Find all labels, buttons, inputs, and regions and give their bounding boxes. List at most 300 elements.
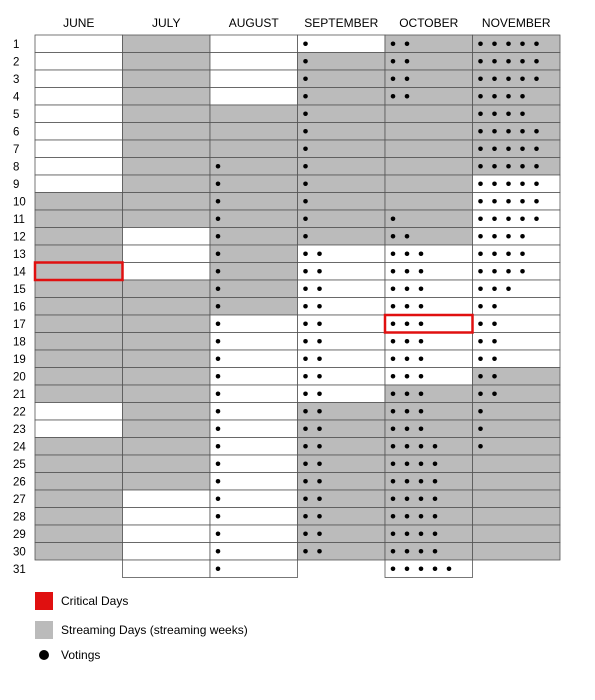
voting-dot — [216, 391, 221, 396]
day-cell — [298, 420, 386, 438]
day-cell — [210, 508, 298, 526]
day-label: 6 — [13, 126, 20, 139]
voting-dot — [391, 59, 396, 64]
voting-dot — [303, 339, 308, 344]
voting-dot — [433, 549, 438, 554]
day-cell — [210, 298, 298, 316]
voting-dot — [478, 41, 483, 46]
day-label: 12 — [13, 231, 26, 244]
voting-dot — [405, 356, 410, 361]
voting-dot — [405, 269, 410, 274]
day-cell — [35, 350, 123, 368]
voting-dot — [419, 409, 424, 414]
voting-dot — [506, 199, 511, 204]
day-cell — [473, 88, 561, 106]
voting-dot — [534, 129, 539, 134]
day-cell — [298, 123, 386, 141]
voting-dot — [534, 181, 539, 186]
voting-dot — [506, 41, 511, 46]
voting-dot — [520, 164, 525, 169]
day-label: 30 — [13, 546, 26, 559]
voting-dot — [520, 41, 525, 46]
voting-dot — [405, 76, 410, 81]
day-cell — [123, 473, 211, 491]
day-cell — [210, 473, 298, 491]
voting-dot — [303, 409, 308, 414]
voting-dot — [419, 479, 424, 484]
voting-dot — [492, 216, 497, 221]
voting-dot — [317, 531, 322, 536]
day-cell — [473, 473, 561, 491]
voting-dot — [216, 304, 221, 309]
day-cell — [210, 280, 298, 298]
voting-dot — [405, 514, 410, 519]
voting-dot — [216, 339, 221, 344]
day-cell — [385, 333, 473, 351]
day-cell — [298, 263, 386, 281]
voting-dot — [478, 444, 483, 449]
voting-dot — [391, 94, 396, 99]
day-cell — [123, 333, 211, 351]
voting-dot — [303, 426, 308, 431]
day-cell — [35, 438, 123, 456]
voting-dot — [492, 199, 497, 204]
day-cell — [35, 385, 123, 403]
voting-dot — [303, 181, 308, 186]
day-cell — [210, 350, 298, 368]
day-cell — [298, 455, 386, 473]
day-label: 16 — [13, 301, 26, 314]
day-cell — [385, 315, 473, 333]
voting-dot — [303, 269, 308, 274]
voting-dot — [405, 566, 410, 571]
day-cell — [473, 455, 561, 473]
voting-dot — [405, 251, 410, 256]
voting-dot — [405, 426, 410, 431]
day-cell — [385, 35, 473, 53]
day-cell — [385, 245, 473, 263]
voting-dot — [391, 234, 396, 239]
voting-dot — [391, 444, 396, 449]
voting-dot — [506, 146, 511, 151]
day-cell — [123, 88, 211, 106]
day-cell — [123, 175, 211, 193]
voting-dot — [317, 391, 322, 396]
day-cell — [35, 543, 123, 561]
day-label: 25 — [13, 459, 26, 471]
voting-dot — [216, 199, 221, 204]
day-cell — [123, 263, 211, 281]
day-cell — [385, 70, 473, 88]
voting-dot — [478, 129, 483, 134]
voting-dot — [478, 321, 483, 326]
voting-dot — [506, 216, 511, 221]
voting-dot — [216, 479, 221, 484]
day-cell — [473, 490, 561, 508]
day-cell — [210, 105, 298, 123]
voting-dot — [303, 94, 308, 99]
voting-dot — [506, 181, 511, 186]
day-cell — [473, 298, 561, 316]
day-cell — [385, 263, 473, 281]
voting-dot — [405, 549, 410, 554]
day-cell — [35, 420, 123, 438]
day-cell — [385, 88, 473, 106]
voting-dot — [520, 59, 525, 64]
voting-dot — [419, 356, 424, 361]
voting-dot — [405, 409, 410, 414]
voting-dot — [478, 251, 483, 256]
day-cell — [35, 403, 123, 421]
voting-dot — [391, 461, 396, 466]
day-label: 24 — [13, 441, 26, 454]
voting-dot — [303, 531, 308, 536]
voting-dot — [391, 496, 396, 501]
voting-dot — [478, 164, 483, 169]
voting-dot — [216, 549, 221, 554]
voting-dot — [492, 251, 497, 256]
day-label: 20 — [13, 371, 26, 384]
voting-dot — [534, 146, 539, 151]
day-label: 10 — [13, 196, 26, 209]
day-cell — [298, 543, 386, 561]
voting-dot — [216, 444, 221, 449]
day-label: 21 — [13, 389, 26, 401]
day-cell — [35, 105, 123, 123]
voting-dot — [303, 391, 308, 396]
day-cell — [385, 140, 473, 158]
voting-dot — [492, 94, 497, 99]
day-cell — [35, 368, 123, 386]
voting-dot — [391, 391, 396, 396]
day-cell — [210, 70, 298, 88]
day-cell — [385, 490, 473, 508]
day-cell — [298, 105, 386, 123]
day-cell — [473, 438, 561, 456]
day-cell — [385, 175, 473, 193]
voting-dot — [391, 321, 396, 326]
day-cell — [473, 210, 561, 228]
day-cell — [473, 508, 561, 526]
voting-dot — [303, 216, 308, 221]
voting-dot — [478, 181, 483, 186]
voting-dot — [478, 146, 483, 151]
day-cell — [35, 455, 123, 473]
voting-dot — [492, 321, 497, 326]
voting-dot — [405, 461, 410, 466]
day-cell — [123, 280, 211, 298]
day-label: 3 — [13, 74, 20, 86]
day-cell — [210, 543, 298, 561]
day-cell — [473, 385, 561, 403]
day-cell — [298, 140, 386, 158]
voting-dot — [391, 76, 396, 81]
day-cell — [473, 350, 561, 368]
day-cell — [210, 140, 298, 158]
day-cell — [298, 490, 386, 508]
voting-dot — [391, 286, 396, 291]
day-cell — [210, 210, 298, 228]
voting-dot — [405, 444, 410, 449]
day-cell — [123, 455, 211, 473]
voting-dot — [405, 391, 410, 396]
voting-dot — [534, 76, 539, 81]
legend-streaming — [35, 621, 248, 639]
voting-dot — [391, 566, 396, 571]
voting-dot — [317, 269, 322, 274]
voting-dot — [303, 321, 308, 326]
voting-dot — [303, 129, 308, 134]
day-label: 13 — [13, 249, 26, 261]
voting-dot — [405, 94, 410, 99]
day-cell — [210, 525, 298, 543]
day-cell — [385, 560, 473, 578]
voting-dot — [216, 461, 221, 466]
voting-dot — [520, 129, 525, 134]
day-cell — [210, 245, 298, 263]
voting-dot — [520, 181, 525, 186]
day-cell — [123, 210, 211, 228]
day-cell — [298, 315, 386, 333]
day-cell — [298, 368, 386, 386]
month-header: NOVEMBER — [481, 16, 551, 30]
day-cell — [298, 333, 386, 351]
voting-dot — [216, 251, 221, 256]
day-cell — [298, 385, 386, 403]
voting-dot — [492, 181, 497, 186]
day-cell — [123, 35, 211, 53]
day-cell — [385, 420, 473, 438]
day-cell — [35, 210, 123, 228]
voting-dot — [520, 199, 525, 204]
day-cell — [35, 333, 123, 351]
voting-dot — [478, 391, 483, 396]
voting-dot — [478, 269, 483, 274]
day-cell — [385, 193, 473, 211]
voting-dot — [405, 304, 410, 309]
day-cell — [385, 298, 473, 316]
day-cell — [473, 228, 561, 246]
day-cell — [35, 245, 123, 263]
day-cell — [35, 88, 123, 106]
day-label: 28 — [13, 511, 26, 524]
legend-streaming-label: Streaming Days (streaming weeks) — [61, 623, 248, 637]
day-cell — [385, 403, 473, 421]
voting-dot — [317, 479, 322, 484]
day-label: 8 — [13, 161, 20, 174]
voting-dot — [478, 426, 483, 431]
voting-dot — [303, 496, 308, 501]
day-cell — [210, 158, 298, 176]
day-cell — [473, 403, 561, 421]
day-cell — [35, 508, 123, 526]
voting-dot — [478, 286, 483, 291]
month-header: AUGUST — [228, 16, 279, 30]
day-cell — [123, 298, 211, 316]
day-cell — [123, 105, 211, 123]
day-cell — [35, 298, 123, 316]
day-cell — [473, 105, 561, 123]
voting-dot — [492, 41, 497, 46]
voting-dot — [419, 496, 424, 501]
voting-dot — [216, 426, 221, 431]
voting-dot — [419, 426, 424, 431]
day-label: 23 — [13, 424, 26, 436]
voting-dot — [405, 41, 410, 46]
voting-dot — [216, 321, 221, 326]
voting-dot — [216, 374, 221, 379]
day-cell — [210, 228, 298, 246]
voting-dot — [391, 356, 396, 361]
day-cell — [35, 490, 123, 508]
voting-dot — [478, 59, 483, 64]
day-cell — [35, 280, 123, 298]
day-cell — [210, 88, 298, 106]
voting-dot — [492, 269, 497, 274]
voting-dot — [534, 216, 539, 221]
voting-dot — [317, 496, 322, 501]
voting-dot — [419, 566, 424, 571]
voting-dot — [478, 409, 483, 414]
day-cell — [298, 525, 386, 543]
day-cell — [210, 193, 298, 211]
voting-dot — [478, 374, 483, 379]
voting-dot — [317, 514, 322, 519]
voting-dot — [419, 444, 424, 449]
voting-dot — [317, 304, 322, 309]
voting-dot — [433, 566, 438, 571]
voting-dot — [492, 76, 497, 81]
day-cell — [123, 543, 211, 561]
day-cell — [298, 438, 386, 456]
voting-dot — [520, 111, 525, 116]
day-label: 5 — [13, 109, 20, 121]
day-cell — [385, 525, 473, 543]
voting-dot — [492, 374, 497, 379]
day-label: 22 — [13, 406, 26, 419]
day-cell — [298, 210, 386, 228]
day-cell — [123, 193, 211, 211]
day-cell — [473, 368, 561, 386]
legend-votings-label: Votings — [61, 648, 101, 662]
day-cell — [473, 175, 561, 193]
day-cell — [210, 420, 298, 438]
voting-dot — [492, 146, 497, 151]
voting-dot — [506, 164, 511, 169]
voting-dot — [303, 304, 308, 309]
voting-dot — [492, 164, 497, 169]
day-label: 27 — [13, 494, 26, 506]
legend-critical — [35, 592, 128, 610]
voting-dot — [391, 251, 396, 256]
voting-dot — [492, 234, 497, 239]
voting-dot — [303, 251, 308, 256]
voting-dot — [317, 409, 322, 414]
day-cell — [385, 210, 473, 228]
voting-dot — [303, 461, 308, 466]
voting-dot — [492, 59, 497, 64]
day-cell — [123, 315, 211, 333]
day-cell — [123, 158, 211, 176]
voting-dot — [506, 76, 511, 81]
day-cell — [35, 473, 123, 491]
day-cell — [123, 228, 211, 246]
day-cell — [298, 473, 386, 491]
voting-dot — [216, 514, 221, 519]
day-cell — [35, 70, 123, 88]
voting-dot — [419, 514, 424, 519]
voting-dot — [419, 269, 424, 274]
day-cell — [385, 368, 473, 386]
day-cell — [298, 175, 386, 193]
day-label: 19 — [13, 354, 26, 366]
day-cell — [210, 455, 298, 473]
voting-dot — [534, 164, 539, 169]
voting-dot — [317, 444, 322, 449]
voting-dot — [391, 41, 396, 46]
voting-dot — [478, 339, 483, 344]
voting-dot — [492, 111, 497, 116]
day-label: 26 — [13, 476, 26, 489]
day-cell — [298, 193, 386, 211]
voting-dot — [303, 59, 308, 64]
month-header: OCTOBER — [399, 16, 459, 30]
voting-dot — [405, 479, 410, 484]
voting-dot — [520, 216, 525, 221]
day-cell — [123, 490, 211, 508]
voting-dot — [506, 59, 511, 64]
voting-dot — [216, 216, 221, 221]
day-cell — [210, 123, 298, 141]
voting-dot — [303, 514, 308, 519]
voting-dot — [478, 304, 483, 309]
voting-dot — [506, 94, 511, 99]
day-cell — [123, 245, 211, 263]
voting-dot — [492, 391, 497, 396]
day-label: 9 — [13, 179, 20, 191]
voting-dot — [419, 461, 424, 466]
voting-dot — [391, 514, 396, 519]
voting-dot — [391, 216, 396, 221]
voting-dot — [391, 549, 396, 554]
day-cell — [35, 315, 123, 333]
voting-dot — [419, 391, 424, 396]
day-cell — [298, 403, 386, 421]
voting-dot — [303, 234, 308, 239]
day-cell — [123, 525, 211, 543]
voting-dot — [419, 339, 424, 344]
voting-dot — [317, 251, 322, 256]
voting-dot — [216, 164, 221, 169]
voting-dot — [506, 251, 511, 256]
voting-dot — [419, 286, 424, 291]
voting-dot — [419, 304, 424, 309]
day-label: 4 — [13, 91, 20, 104]
voting-dot — [405, 321, 410, 326]
day-cell — [385, 53, 473, 71]
day-cell — [123, 508, 211, 526]
day-cell — [298, 508, 386, 526]
voting-dot — [478, 356, 483, 361]
voting-dot — [492, 356, 497, 361]
day-cell — [35, 35, 123, 53]
voting-dot — [391, 269, 396, 274]
day-cell — [210, 333, 298, 351]
month-header: JUNE — [63, 16, 95, 30]
voting-dot — [317, 286, 322, 291]
day-cell — [35, 158, 123, 176]
day-cell — [385, 385, 473, 403]
